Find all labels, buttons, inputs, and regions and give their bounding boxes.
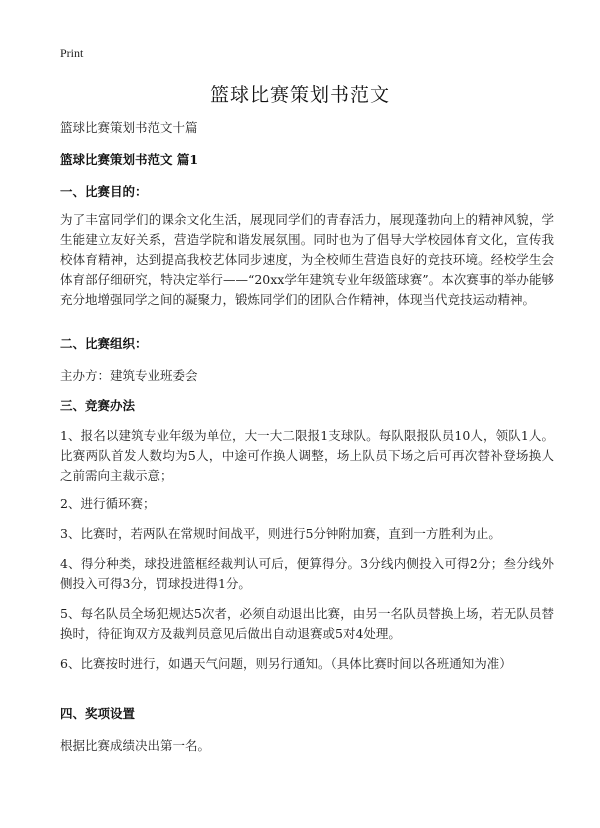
article-heading: 篮球比赛策划书范文 篇1 bbox=[60, 152, 199, 167]
rule-item: 4、得分种类，球投进篮框经裁判认可后，便算得分。3分线内侧投入可得2分；叁分线外侧投入可得3分，罚球投进得1分。 bbox=[60, 556, 554, 591]
section-body-organization: 主办方：建筑专业班委会 bbox=[60, 368, 198, 383]
rule-item: 5、每名队员全场犯规达5次者，必须自动退出比赛，由另一名队员替换上场，若无队员替换时，待征询双方及裁判员意见后做出自动退赛或5对4处理。 bbox=[60, 606, 554, 641]
section-heading-rules: 三、竞赛办法 bbox=[60, 398, 136, 413]
section-body-purpose: 为了丰富同学们的课余文化生活，展现同学们的青春活力，展现蓬勃向上的精神风貌，学生能建立友好关系，营造学院和谐发展氛围。同时也为了倡导大学校园体育文化，宣传我校体育精神，达到提高我校艺体同步速度，为全校师生营造良好的竞技环境。经校学生会体育部仔细研究，特决定举行——“20xx学年建筑专业年级篮球赛”。本次赛事的举办能够充分地增强同学之间的凝聚力，锻炼同学们的团队合作精神，体现当代竞技运动精神。 bbox=[60, 212, 554, 307]
rule-item: 1、报名以建筑专业年级为单位，大一大二限报1支球队。每队限报队员10人，领队1人。比赛两队首发人数均为5人，中途可作换人调整，场上队员下场之后可再次替补登场换人之前需向主裁示意； bbox=[60, 428, 554, 483]
rule-item: 2、进行循环赛； bbox=[60, 496, 156, 511]
section-heading-purpose: 一、比赛目的： bbox=[60, 184, 148, 199]
rule-item: 6、比赛按时进行，如遇天气问题，则另行通知。（具体比赛时间以各班通知为准） bbox=[60, 656, 512, 671]
section-body-awards: 根据比赛成绩决出第一名。 bbox=[60, 738, 211, 753]
document-title: 篮球比赛策划书范文 bbox=[209, 84, 390, 106]
document-subtitle: 篮球比赛策划书范文十篇 bbox=[60, 120, 198, 135]
section-heading-awards: 四、奖项设置 bbox=[60, 706, 136, 721]
print-label: Print bbox=[60, 46, 84, 60]
rule-item: 3、比赛时，若两队在常规时间战平，则进行5分钟附加赛，直到一方胜利为止。 bbox=[60, 526, 501, 541]
section-heading-organization: 二、比赛组织： bbox=[60, 336, 148, 351]
